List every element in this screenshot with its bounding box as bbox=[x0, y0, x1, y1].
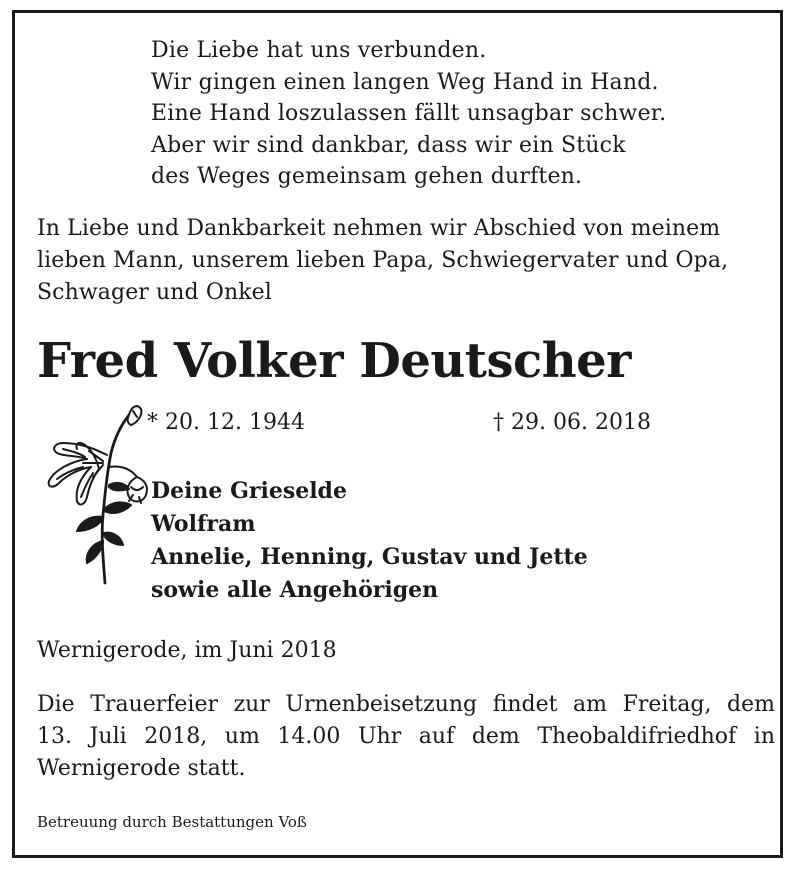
birth-date: * 20. 12. 1944 bbox=[147, 410, 305, 435]
deceased-name: Fred Volker Deutscher bbox=[37, 333, 631, 389]
funeral-line: Die Trauerfeier zur Urnenbeisetzung findet am Freitag, dem bbox=[37, 692, 775, 717]
mourner-line: Deine Grieselde bbox=[151, 478, 347, 504]
mourner-line: sowie alle Angehörigen bbox=[151, 577, 439, 603]
funeral-line: 13. Juli 2018, um 14.00 Uhr auf dem Theobaldifriedhof in bbox=[37, 724, 775, 749]
funeral-announcement bbox=[37, 689, 775, 785]
lily-flower-icon bbox=[33, 397, 153, 585]
funeral-home-credit: Betreuung durch Bestattungen Voß bbox=[37, 813, 307, 831]
obituary-notice bbox=[12, 10, 783, 858]
place-and-date: Wernigerode, im Juni 2018 bbox=[37, 638, 337, 663]
intro-line: In Liebe und Dankbarkeit nehmen wir Abschied von meinem bbox=[37, 216, 721, 241]
death-date: † 29. 06. 2018 bbox=[493, 410, 651, 435]
poem-line: des Weges gemeinsam gehen durften. bbox=[151, 164, 583, 189]
poem-line: Die Liebe hat uns verbunden. bbox=[151, 38, 487, 63]
farewell-intro bbox=[37, 213, 767, 309]
poem-line: Wir gingen einen langen Weg Hand in Hand. bbox=[151, 69, 659, 95]
intro-line: Schwager und Onkel bbox=[37, 280, 272, 305]
funeral-line: Wernigerode statt. bbox=[37, 756, 246, 781]
poem-line: Eine Hand loszulassen fällt unsagbar schwer. bbox=[151, 101, 667, 126]
intro-line: lieben Mann, unserem lieben Papa, Schwiegervater und Opa, bbox=[37, 248, 729, 273]
poem-line: Aber wir sind dankbar, dass wir ein Stück bbox=[151, 132, 626, 158]
mourners-list bbox=[151, 475, 588, 607]
mourner-line: Wolfram bbox=[151, 511, 256, 537]
memorial-poem bbox=[151, 35, 666, 193]
mourner-line: Annelie, Henning, Gustav und Jette bbox=[151, 544, 588, 570]
